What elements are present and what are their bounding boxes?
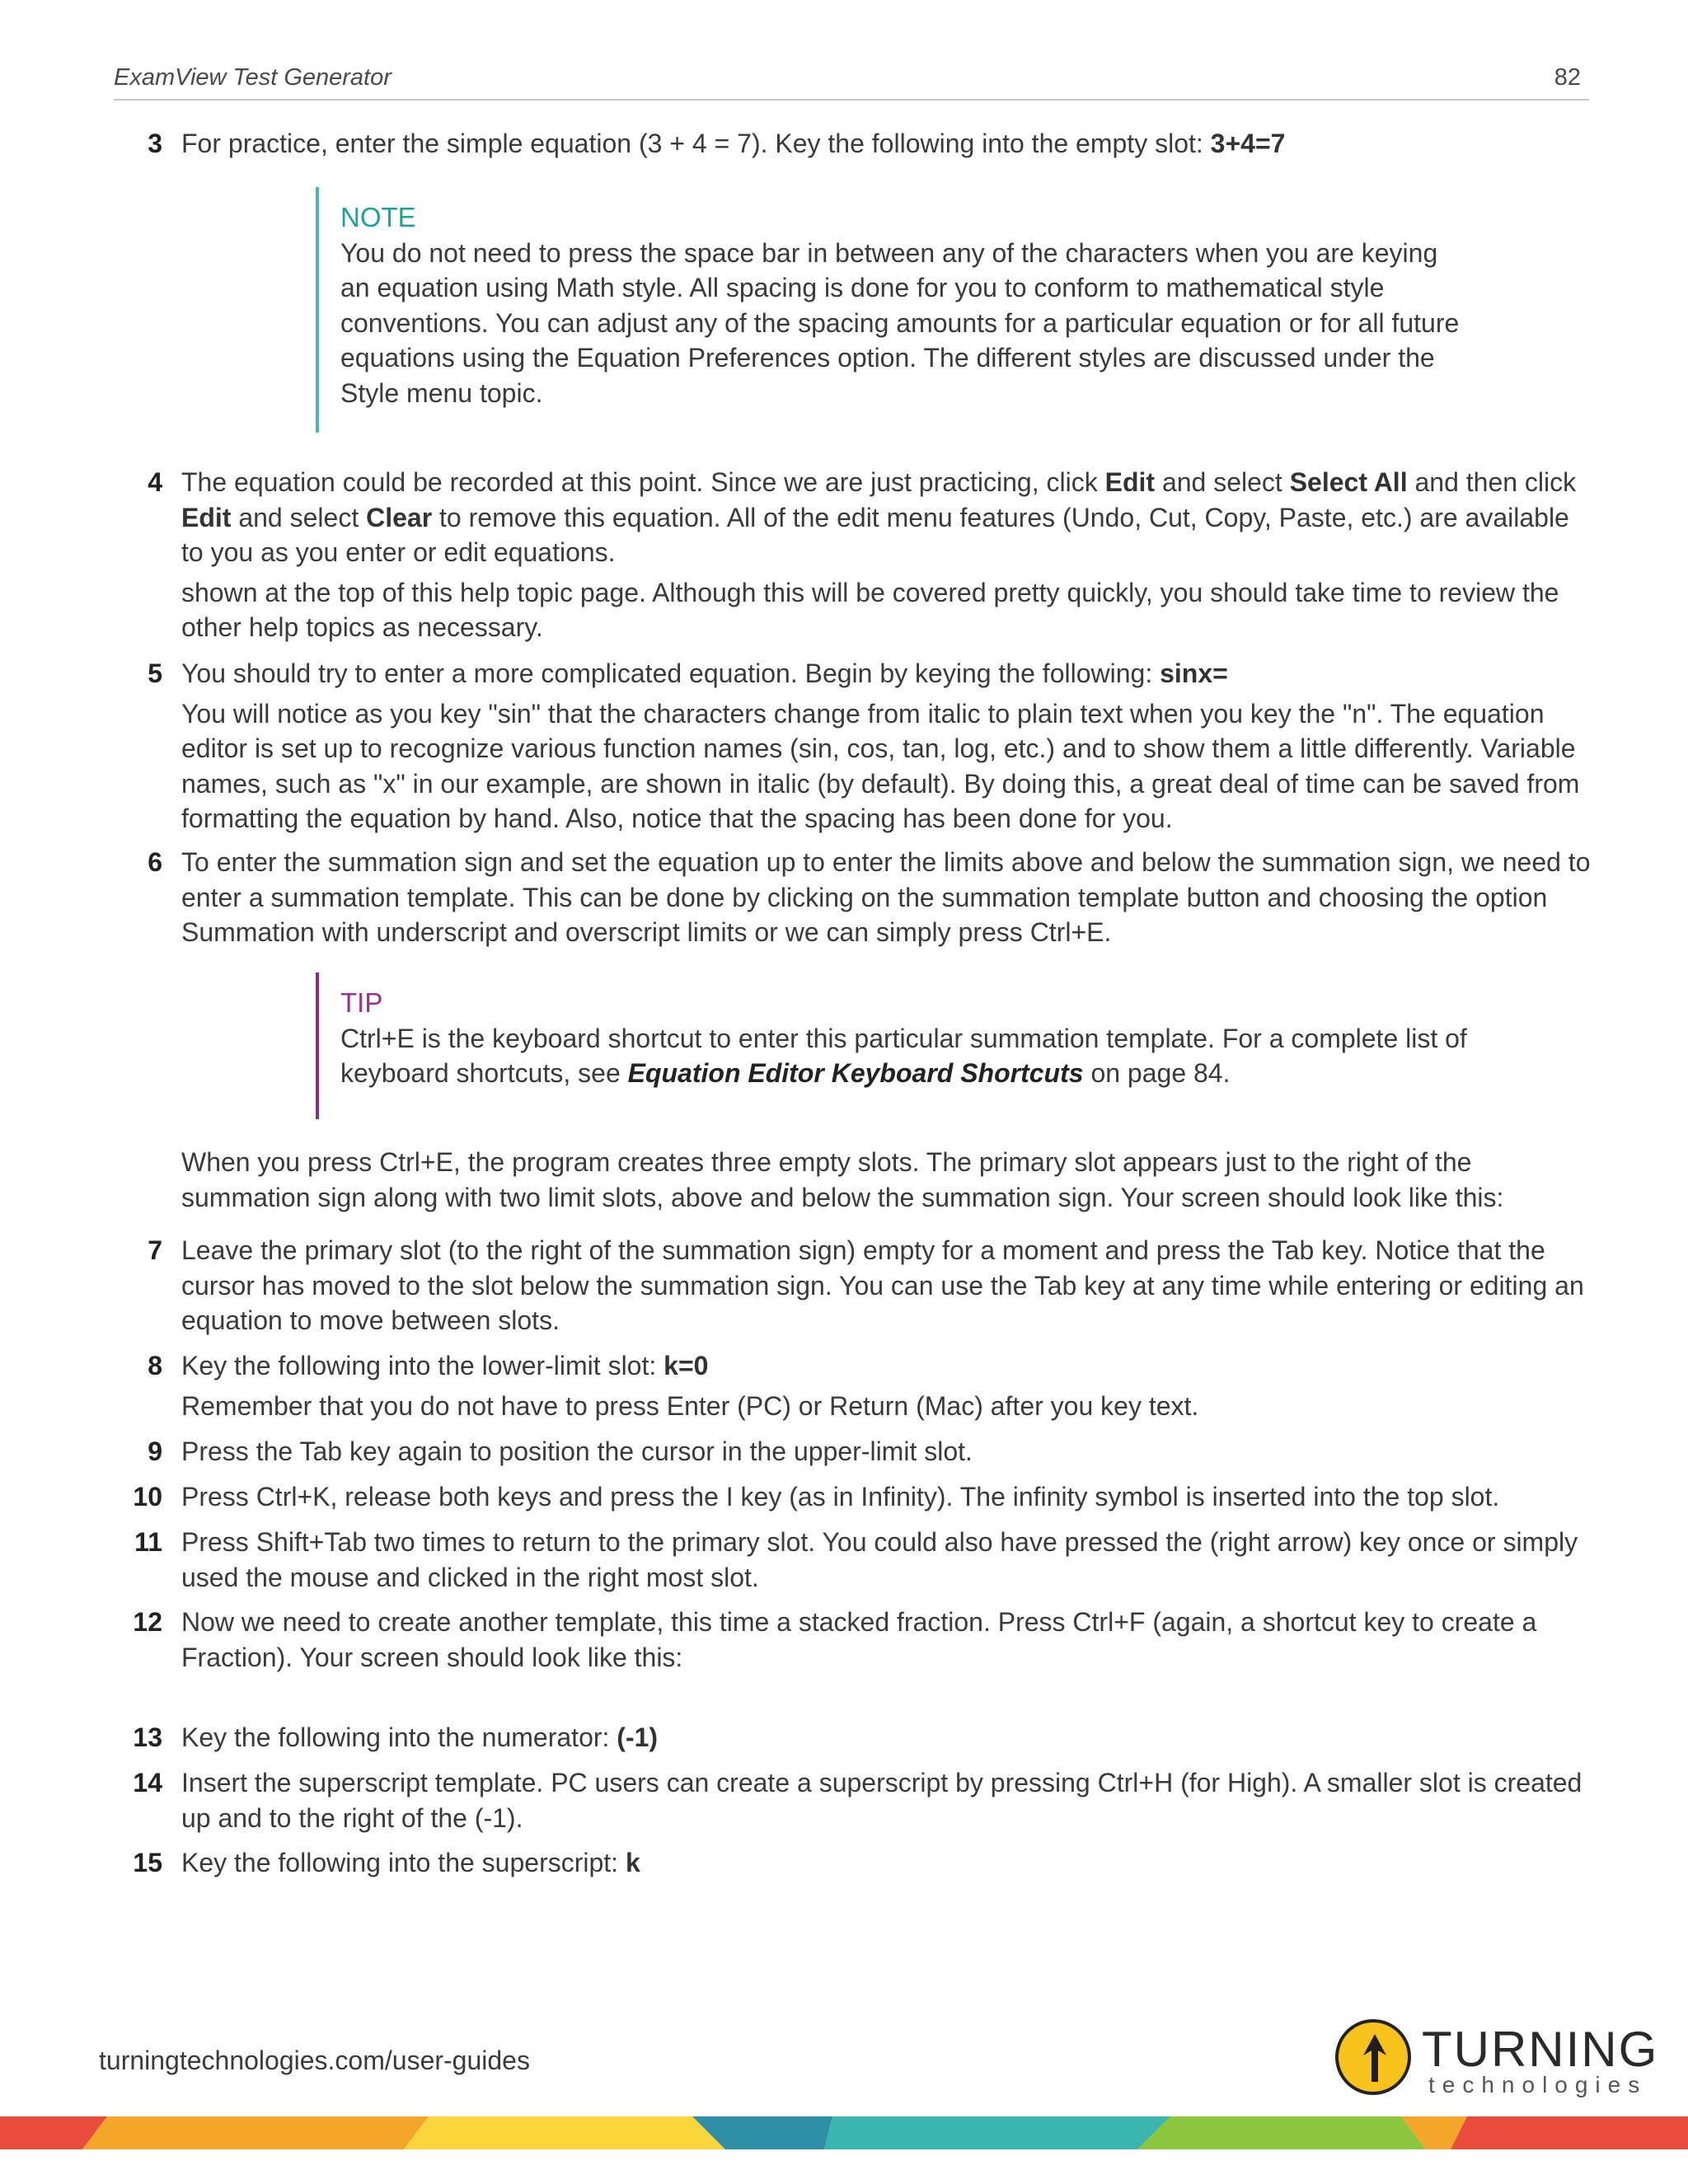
step-number: 8 (148, 1351, 162, 1380)
step-text: The equation could be recorded at this point. Since we are just practicing, click Edit and select Select All and then click Edit and select Clear to remove this equation. All of the edit menu features (Undo, Cut, Copy, Paste, etc.) are available to you as you enter or edit equations. (181, 467, 1577, 567)
logo-word: TURNING (1422, 2022, 1659, 2077)
step-number: 13 (133, 1722, 162, 1752)
tip-label: TIP (340, 987, 383, 1018)
step-text: Key the following into the lower-limit slot: k=0 (181, 1351, 709, 1380)
step-number: 5 (148, 658, 162, 688)
step-number: 3 (148, 129, 162, 158)
logo-circle-icon (1335, 2019, 1411, 2095)
step-number: 12 (133, 1607, 162, 1637)
logo-subword: technologies (1428, 2072, 1648, 2097)
arrow-up-icon (1339, 2022, 1408, 2092)
step-text: Now we need to create another template, this time a stacked fraction. Press Ctrl+F (again, a shortcut key to create a Fraction). Your screen should look like this: (181, 1607, 1537, 1672)
step-text: Key the following into the numerator: (-1) (181, 1722, 659, 1752)
footer-url[interactable]: turningtechnologies.com/user-guides (99, 2046, 530, 2075)
note-callout (316, 187, 1470, 433)
step-text: Insert the superscript template. PC users can create a superscript by pressing Ctrl+H (for High). A smaller slot is created up and to the right of the (-1). (181, 1768, 1582, 1833)
step-number: 9 (148, 1436, 162, 1466)
step-number: 4 (148, 467, 162, 497)
step-text: To enter the summation sign and set the equation up to enter the limits above and below the summation sign, we need to enter a summation template. This can be done by clicking on the summation template button and choosing the option Summation with underscript and overscript limits or we can simply press Ctrl+E. (181, 847, 1591, 947)
step-continuation: Remember that you do not have to press Enter (PC) or Return (Mac) after you key text. (181, 1390, 1199, 1421)
step-number: 11 (134, 1527, 162, 1557)
step-continuation: shown at the top of this help topic page. Although this will be covered pretty quickly, you should take time to review the other help topics as necessary. (181, 577, 1559, 642)
step-14 (115, 1765, 1591, 1835)
turning-technologies-logo (1335, 2019, 1659, 2102)
step-9 (115, 1434, 1591, 1469)
step-8 (115, 1348, 1591, 1423)
step-11 (115, 1525, 1591, 1595)
step-number: 15 (133, 1848, 162, 1877)
step-text: Press the Tab key again to position the cursor in the upper-limit slot. (181, 1436, 973, 1466)
step-number: 6 (148, 847, 162, 877)
step-text: Key the following into the superscript: k (181, 1848, 640, 1877)
step-text: You should try to enter a more complicated equation. Begin by keying the following: sinx= (181, 658, 1228, 688)
step-number: 10 (133, 1482, 162, 1511)
step-4 (115, 465, 1591, 645)
keyboard-shortcuts-link[interactable]: Equation Editor Keyboard Shortcuts (627, 1058, 1084, 1088)
note-text: You do not need to press the space bar in between any of the characters when you are keying an equation using Math style. All spacing is done for you to conform to mathematical style conventions. You can adjust any of the spacing amounts for a particular equation or for all future equations using the Equation Preferences option. The different styles are discussed under the Style menu topic. (340, 237, 1460, 408)
step-number: 7 (148, 1235, 162, 1265)
paragraph-after-tip: When you press Ctrl+E, the program creates three empty slots. The primary slot appears just to the right of the summation sign along with two limit slots, above and below the summation sign. Your screen should look like this: (181, 1147, 1504, 1212)
step-number: 14 (133, 1768, 162, 1797)
step-12 (115, 1605, 1591, 1675)
step-text: Press Shift+Tab two times to return to the primary slot. You could also have pressed the (right arrow) key once or simply used the mouse and clicked in the right most slot. (181, 1527, 1578, 1592)
step-15 (115, 1845, 1591, 1881)
footer-color-stripe (0, 2116, 1688, 2149)
page-header (114, 64, 1589, 101)
tip-callout (316, 972, 1470, 1119)
note-label: NOTE (340, 202, 416, 232)
step-text: For practice, enter the simple equation (3 + 4 = 7). Key the following into the empty slot: 3+4=7 (181, 129, 1286, 158)
step-continuation: You will notice as you key "sin" that the characters change from italic to plain text when you key the "n". The equation editor is set up to recognize various function names (sin, cos, tan, log, etc.) and to show them a little differently. Variable names, such as "x" in our example, are shown in italic (by default). By doing this, a great deal of time can be saved from formatting the equation by hand. Also, notice that the spacing has been done for you. (181, 698, 1580, 833)
step-text: Press Ctrl+K, release both keys and press the I key (as in Infinity). The infinity symbol is inserted into the top slot. (181, 1482, 1500, 1511)
step-text: Leave the primary slot (to the right of the summation sign) empty for a moment and press the Tab key. Notice that the cursor has moved to the slot below the summation sign. You can use the Tab key at any time while entering or editing an equation to move between slots. (181, 1235, 1584, 1335)
tip-text: Ctrl+E is the keyboard shortcut to enter this particular summation template. For a complete list of keyboard shortcuts, see Equation Editor Keyboard Shortcuts on page 84. (340, 1023, 1467, 1088)
step-5 (115, 656, 1591, 837)
step-6 (115, 845, 1591, 950)
step-3 (115, 126, 1591, 162)
step-7 (115, 1233, 1591, 1338)
document-title: ExamView Test Generator (114, 64, 392, 91)
step-10 (115, 1479, 1591, 1515)
step-13 (115, 1720, 1591, 1755)
page-number: 82 (1554, 64, 1581, 91)
